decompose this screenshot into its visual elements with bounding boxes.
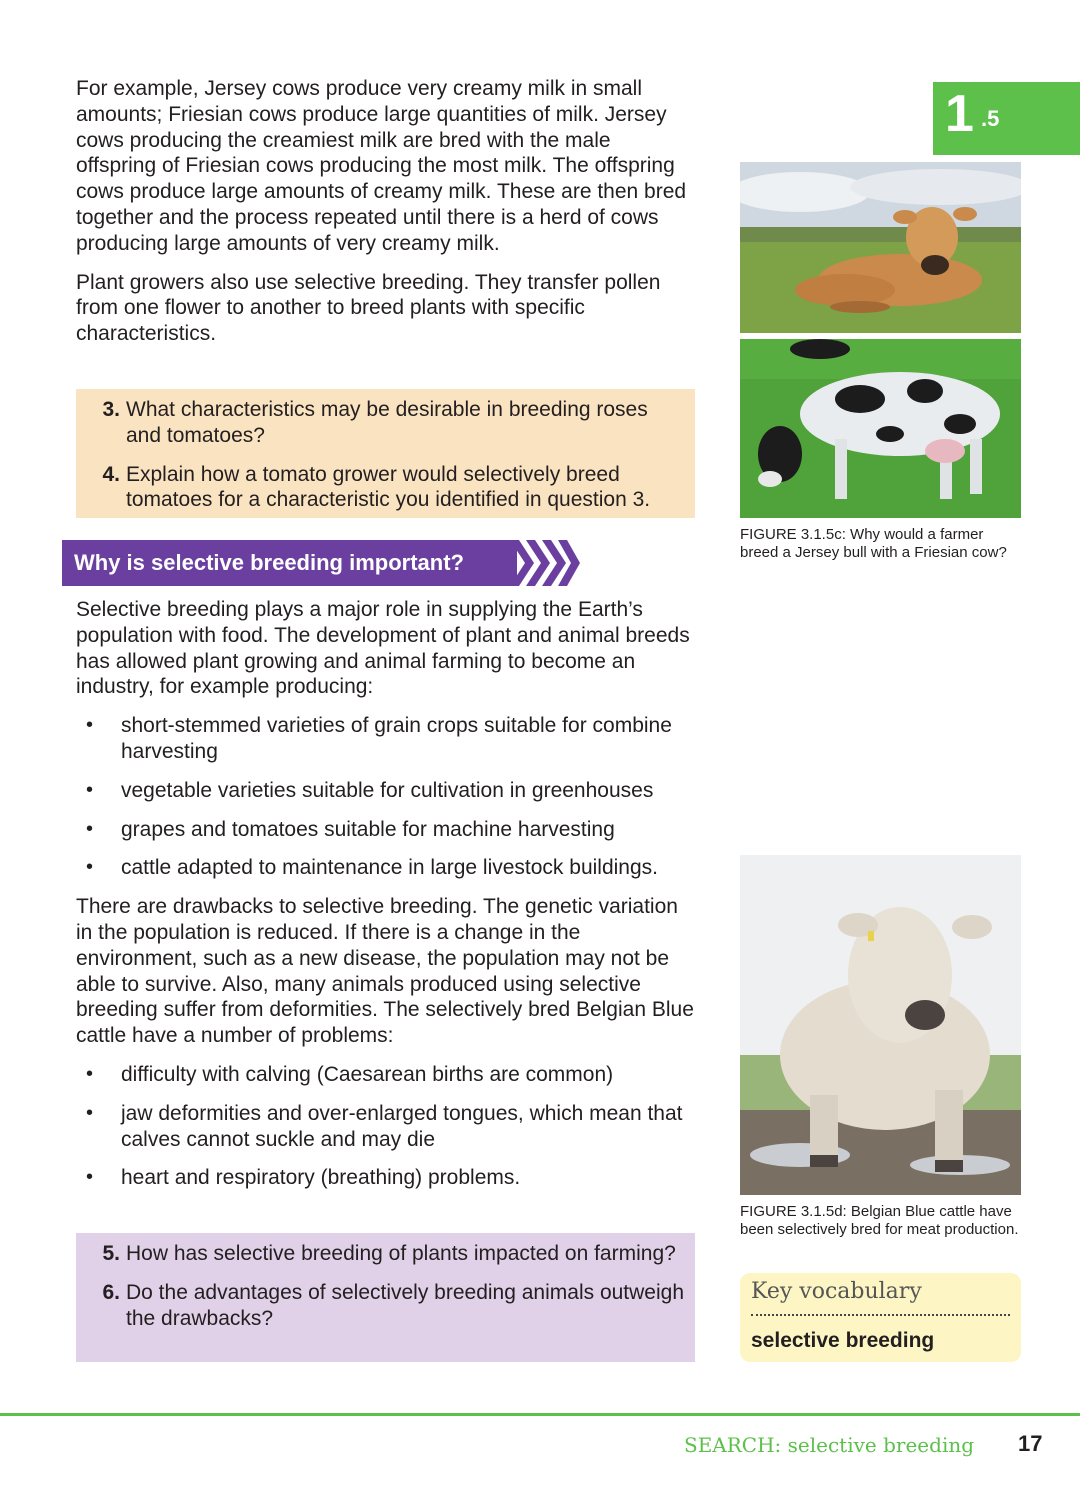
- question-number: 6.: [102, 1280, 120, 1304]
- bullet-list-uses: [76, 713, 696, 881]
- question-number: 4.: [102, 462, 120, 486]
- bullet-marker: •: [86, 856, 94, 879]
- footer-search-term: SEARCH: selective breeding: [684, 1433, 975, 1457]
- question-number: 3.: [102, 398, 120, 421]
- list-item: • cattle adapted to maintenance in large livestock buildings.: [86, 856, 658, 880]
- question-text: How has selective breeding of plants impacted on farming?: [126, 1242, 676, 1265]
- bullet-list-problems: [76, 1062, 696, 1191]
- intro-text: [76, 76, 696, 347]
- question-item: [76, 397, 695, 449]
- friesian-cow-photo: [740, 339, 1021, 518]
- section-number: 1: [945, 85, 974, 143]
- question-item: [76, 462, 695, 514]
- question-number: 5.: [102, 1242, 120, 1265]
- importance-section: [76, 597, 696, 1204]
- question-box-orange: [76, 389, 695, 518]
- list-item: • short-stemmed varieties of grain crops suitable for combine harvesting: [86, 714, 672, 763]
- paragraph-plant-growers: Plant growers also use selective breeding. They transfer pollen from one flower to another to breed plants with specific characteristics.: [76, 270, 661, 346]
- list-item: • grapes and tomatoes suitable for machine harvesting: [86, 817, 615, 841]
- paragraph-importance: Selective breeding plays a major role in supplying the Earth’s population with food. The development of plant and animal breeds has allowed plant growing and animal farming to become an industry, for example producing:: [76, 598, 690, 699]
- question-text: Do the advantages of selectively breeding animals outweigh the drawbacks?: [126, 1280, 685, 1330]
- section-tab: [933, 82, 1080, 155]
- paragraph-jersey-friesian: For example, Jersey cows produce very creamy milk in small amounts; Friesian cows produce large quantities of milk. Jersey cows producing the creamiest milk are bred with the male offspring of Friesian cows producing the most milk. The offspring cows produce large amounts of creamy milk. These are then bred together and the process repeated until there is a herd of cows producing large amounts of very creamy milk.: [76, 77, 687, 255]
- list-item: • jaw deformities and over-enlarged tongues, which mean that calves cannot suckle and may die: [86, 1101, 683, 1151]
- bullet-marker: •: [86, 778, 94, 801]
- question-item: [76, 1241, 695, 1267]
- question-box-purple: [76, 1233, 695, 1362]
- vocabulary-term: selective breeding: [751, 1329, 935, 1352]
- question-text: What characteristics may be desirable in breeding roses and tomatoes?: [126, 398, 648, 447]
- key-vocabulary-box: [740, 1273, 1021, 1362]
- list-item: • vegetable varieties suitable for cultivation in greenhouses: [86, 778, 654, 802]
- paragraph-drawbacks: There are drawbacks to selective breeding. The genetic variation in the population is reduced. If there is a change in the environment, such as a new disease, the population may not be able to survive. Also, many animals produced using selective breeding suffer from deformities. The selectively bred Belgian Blue cattle have a number of problems:: [76, 895, 694, 1048]
- belgian-blue-photo: [740, 855, 1021, 1195]
- chevron-arrows-icon: [510, 540, 582, 586]
- bullet-marker: •: [86, 714, 94, 737]
- vocabulary-title: Key vocabulary: [751, 1279, 922, 1304]
- page-number: 17: [1018, 1431, 1043, 1456]
- dotted-divider: [751, 1314, 1010, 1316]
- bullet-marker: •: [86, 1166, 94, 1189]
- figure-caption-d: FIGURE 3.1.5d: Belgian Blue cattle have been selectively bred for meat production.: [740, 1203, 1019, 1238]
- figure-caption-c: FIGURE 3.1.5c: Why would a farmer breed a Jersey bull with a Friesian cow?: [740, 526, 1007, 561]
- question-text: Explain how a tomato grower would selectively breed tomatoes for a characteristic you identified in question 3.: [126, 462, 651, 512]
- list-item: • difficulty with calving (Caesarean births are common): [86, 1062, 614, 1086]
- bullet-marker: •: [86, 817, 94, 840]
- section-heading: Why is selective breeding important?: [62, 540, 517, 586]
- jersey-cow-photo: [740, 162, 1021, 333]
- list-item: • heart and respiratory (breathing) problems.: [86, 1166, 521, 1190]
- footer-rule: [0, 1413, 1080, 1416]
- bullet-marker: •: [86, 1101, 94, 1124]
- section-subnumber: .5: [981, 106, 1000, 131]
- question-item: [76, 1280, 695, 1332]
- bullet-marker: •: [86, 1062, 94, 1085]
